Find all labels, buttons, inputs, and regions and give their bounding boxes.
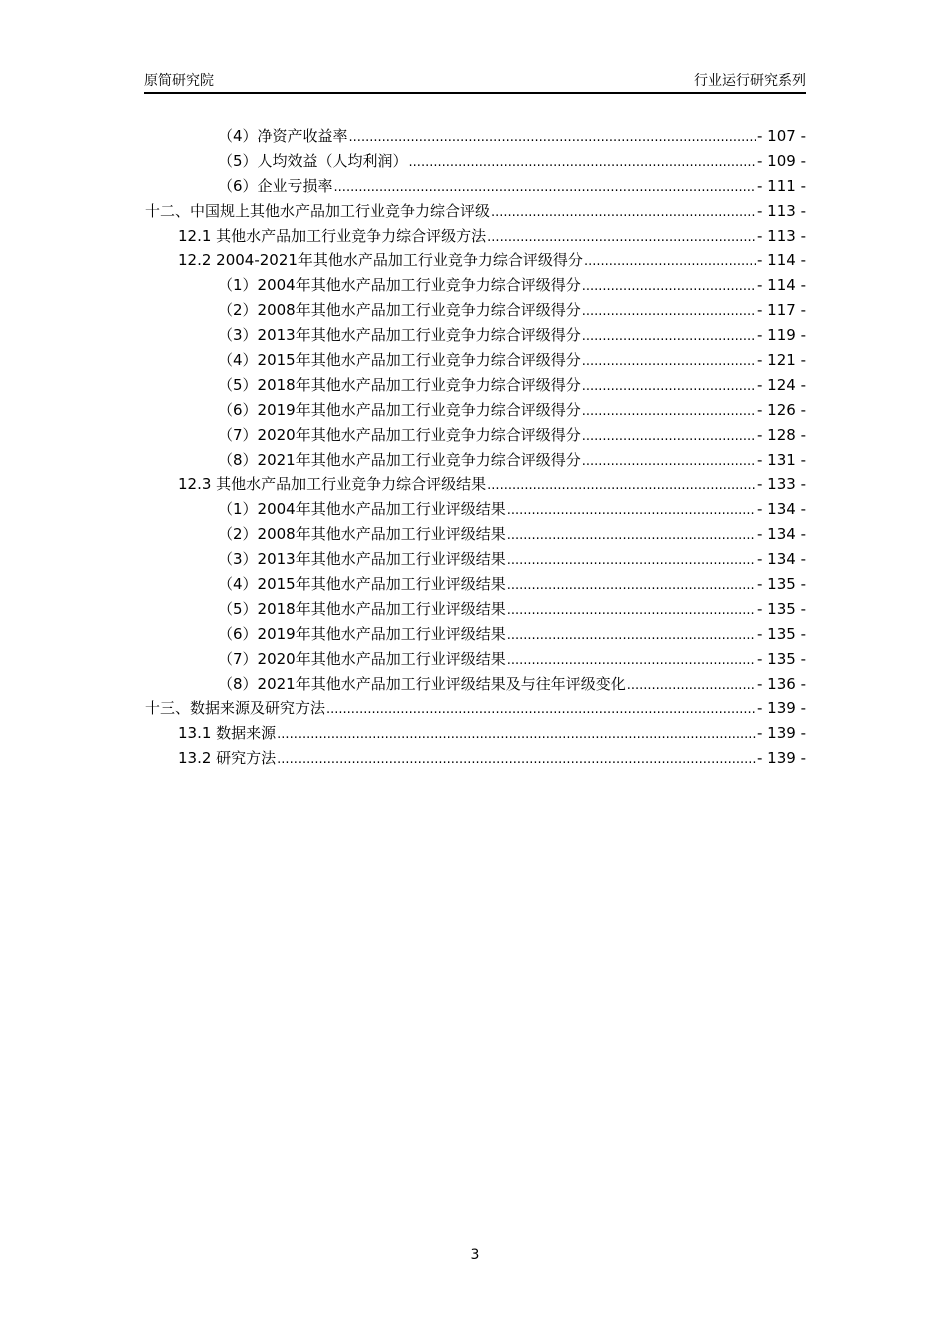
toc-entry-page: - 139 - — [757, 724, 806, 743]
dot-leader — [507, 499, 756, 524]
header-left: 原简研究院 — [144, 73, 214, 89]
toc-entry[interactable] — [145, 273, 806, 298]
toc-entry-page: - 113 - — [757, 201, 806, 220]
toc-entry-page: - 121 - — [757, 351, 806, 370]
toc-entry-title: 13.2 研究方法 — [178, 749, 277, 768]
toc-entry-title: 12.2 2004-2021年其他水产品加工行业竞争力综合评级得分 — [178, 251, 583, 270]
toc-entry[interactable] — [145, 672, 806, 697]
dot-leader — [349, 126, 756, 151]
toc-entry-page: - 124 - — [757, 375, 806, 394]
toc-entry-title: （6）2019年其他水产品加工行业评级结果 — [218, 624, 506, 643]
toc-entry[interactable] — [145, 248, 806, 273]
dot-leader — [507, 574, 756, 599]
toc-entry[interactable] — [145, 597, 806, 622]
toc-entry-title: 13.1 数据来源 — [178, 724, 277, 743]
toc-entry-page: - 136 - — [757, 674, 806, 693]
dot-leader — [487, 474, 756, 499]
toc-entry-page: - 126 - — [757, 400, 806, 419]
toc-entry-title: （3）2013年其他水产品加工行业竞争力综合评级得分 — [218, 326, 581, 345]
toc-entry-page: - 131 - — [757, 450, 806, 469]
dot-leader — [277, 748, 756, 773]
dot-leader — [507, 549, 756, 574]
toc-entry-page: - 135 - — [757, 649, 806, 668]
toc-entry[interactable] — [145, 696, 806, 721]
toc-entry-page: - 119 - — [757, 326, 806, 345]
dot-leader — [584, 250, 756, 275]
toc-entry[interactable] — [145, 746, 806, 771]
dot-leader — [277, 723, 756, 748]
dot-leader — [582, 350, 756, 375]
toc-entry[interactable] — [145, 572, 806, 597]
toc-entry[interactable] — [145, 721, 806, 746]
dot-leader — [582, 275, 756, 300]
toc-entry-title: （5）2018年其他水产品加工行业评级结果 — [218, 599, 506, 618]
toc-entry-title: 十三、数据来源及研究方法 — [145, 699, 326, 718]
toc-entry[interactable] — [145, 647, 806, 672]
toc-entry-page: - 134 - — [757, 550, 806, 569]
dot-leader — [507, 624, 756, 649]
toc-entry[interactable] — [145, 323, 806, 348]
toc-entry-title: （2）2008年其他水产品加工行业竞争力综合评级得分 — [218, 301, 581, 320]
toc-entry[interactable] — [145, 224, 806, 249]
toc-entry-title: 12.1 其他水产品加工行业竞争力综合评级方法 — [178, 226, 487, 245]
dot-leader — [582, 325, 756, 350]
dot-leader — [627, 674, 756, 699]
toc-entry-page: - 117 - — [757, 301, 806, 320]
dot-leader — [491, 201, 756, 226]
toc-entry-page: - 134 - — [757, 500, 806, 519]
toc-entry[interactable] — [145, 423, 806, 448]
toc-entry[interactable] — [145, 124, 806, 149]
dot-leader — [582, 425, 756, 450]
toc-entry-page: - 128 - — [757, 425, 806, 444]
toc-entry-title: （8）2021年其他水产品加工行业竞争力综合评级得分 — [218, 450, 581, 469]
toc-entry-page: - 111 - — [757, 176, 806, 195]
toc-entry-title: （3）2013年其他水产品加工行业评级结果 — [218, 550, 506, 569]
dot-leader — [409, 151, 756, 176]
dot-leader — [326, 698, 756, 723]
toc-entry-page: - 109 - — [757, 151, 806, 170]
toc-entry[interactable] — [145, 547, 806, 572]
toc-entry-title: （6）2019年其他水产品加工行业竞争力综合评级得分 — [218, 400, 581, 419]
toc-entry-title: （2）2008年其他水产品加工行业评级结果 — [218, 525, 506, 544]
toc-entry-page: - 139 - — [757, 699, 806, 718]
toc-entry[interactable] — [145, 497, 806, 522]
dot-leader — [334, 176, 756, 201]
toc-entry[interactable] — [145, 298, 806, 323]
page-header — [144, 66, 806, 94]
toc-entry[interactable] — [145, 398, 806, 423]
toc-entry-title: （6）企业亏损率 — [218, 176, 333, 195]
toc-entry-title: （1）2004年其他水产品加工行业评级结果 — [218, 500, 506, 519]
page-number: 3 — [470, 1247, 480, 1263]
dot-leader — [487, 226, 756, 251]
toc-entry-title: （5）人均效益（人均利润） — [218, 151, 408, 170]
toc-entry-page: - 135 - — [757, 599, 806, 618]
toc-entry-page: - 107 - — [757, 127, 806, 145]
header-right: 行业运行研究系列 — [694, 73, 806, 89]
toc-entry-title: （5）2018年其他水产品加工行业竞争力综合评级得分 — [218, 375, 581, 394]
dot-leader — [507, 599, 756, 624]
toc-entry-page: - 133 - — [757, 475, 806, 494]
toc-entry-title: （4）净资产收益率 — [218, 127, 348, 145]
toc-entry-title: （7）2020年其他水产品加工行业评级结果 — [218, 649, 506, 668]
toc-entry[interactable] — [145, 199, 806, 224]
toc-entry[interactable] — [145, 448, 806, 473]
toc-entry[interactable] — [145, 149, 806, 174]
dot-leader — [507, 649, 756, 674]
toc-entry-title: 十二、中国规上其他水产品加工行业竞争力综合评级 — [145, 201, 491, 220]
toc-entry[interactable] — [145, 622, 806, 647]
toc-entry-title: （7）2020年其他水产品加工行业竞争力综合评级得分 — [218, 425, 581, 444]
dot-leader — [582, 300, 756, 325]
toc-entry-page: - 135 - — [757, 624, 806, 643]
toc-entry[interactable] — [145, 522, 806, 547]
toc-entry[interactable] — [145, 174, 806, 199]
toc-entry-title: 12.3 其他水产品加工行业竞争力综合评级结果 — [178, 475, 487, 494]
toc-entry-page: - 113 - — [757, 226, 806, 245]
dot-leader — [582, 400, 756, 425]
toc-entry-page: - 139 - — [757, 749, 806, 768]
toc-entry-page: - 114 - — [757, 276, 806, 295]
toc-entry[interactable] — [145, 472, 806, 497]
table-of-contents — [145, 124, 806, 771]
toc-entry-title: （4）2015年其他水产品加工行业评级结果 — [218, 575, 506, 594]
toc-entry-title: （4）2015年其他水产品加工行业竞争力综合评级得分 — [218, 351, 581, 370]
toc-entry[interactable] — [145, 348, 806, 373]
dot-leader — [582, 375, 756, 400]
toc-entry[interactable] — [145, 373, 806, 398]
toc-entry-page: - 134 - — [757, 525, 806, 544]
toc-entry-page: - 135 - — [757, 575, 806, 594]
toc-entry-page: - 114 - — [757, 251, 806, 270]
toc-entry-title: （8）2021年其他水产品加工行业评级结果及与往年评级变化 — [218, 674, 626, 693]
toc-entry-title: （1）2004年其他水产品加工行业竞争力综合评级得分 — [218, 276, 581, 295]
dot-leader — [507, 524, 756, 549]
dot-leader — [582, 450, 756, 475]
